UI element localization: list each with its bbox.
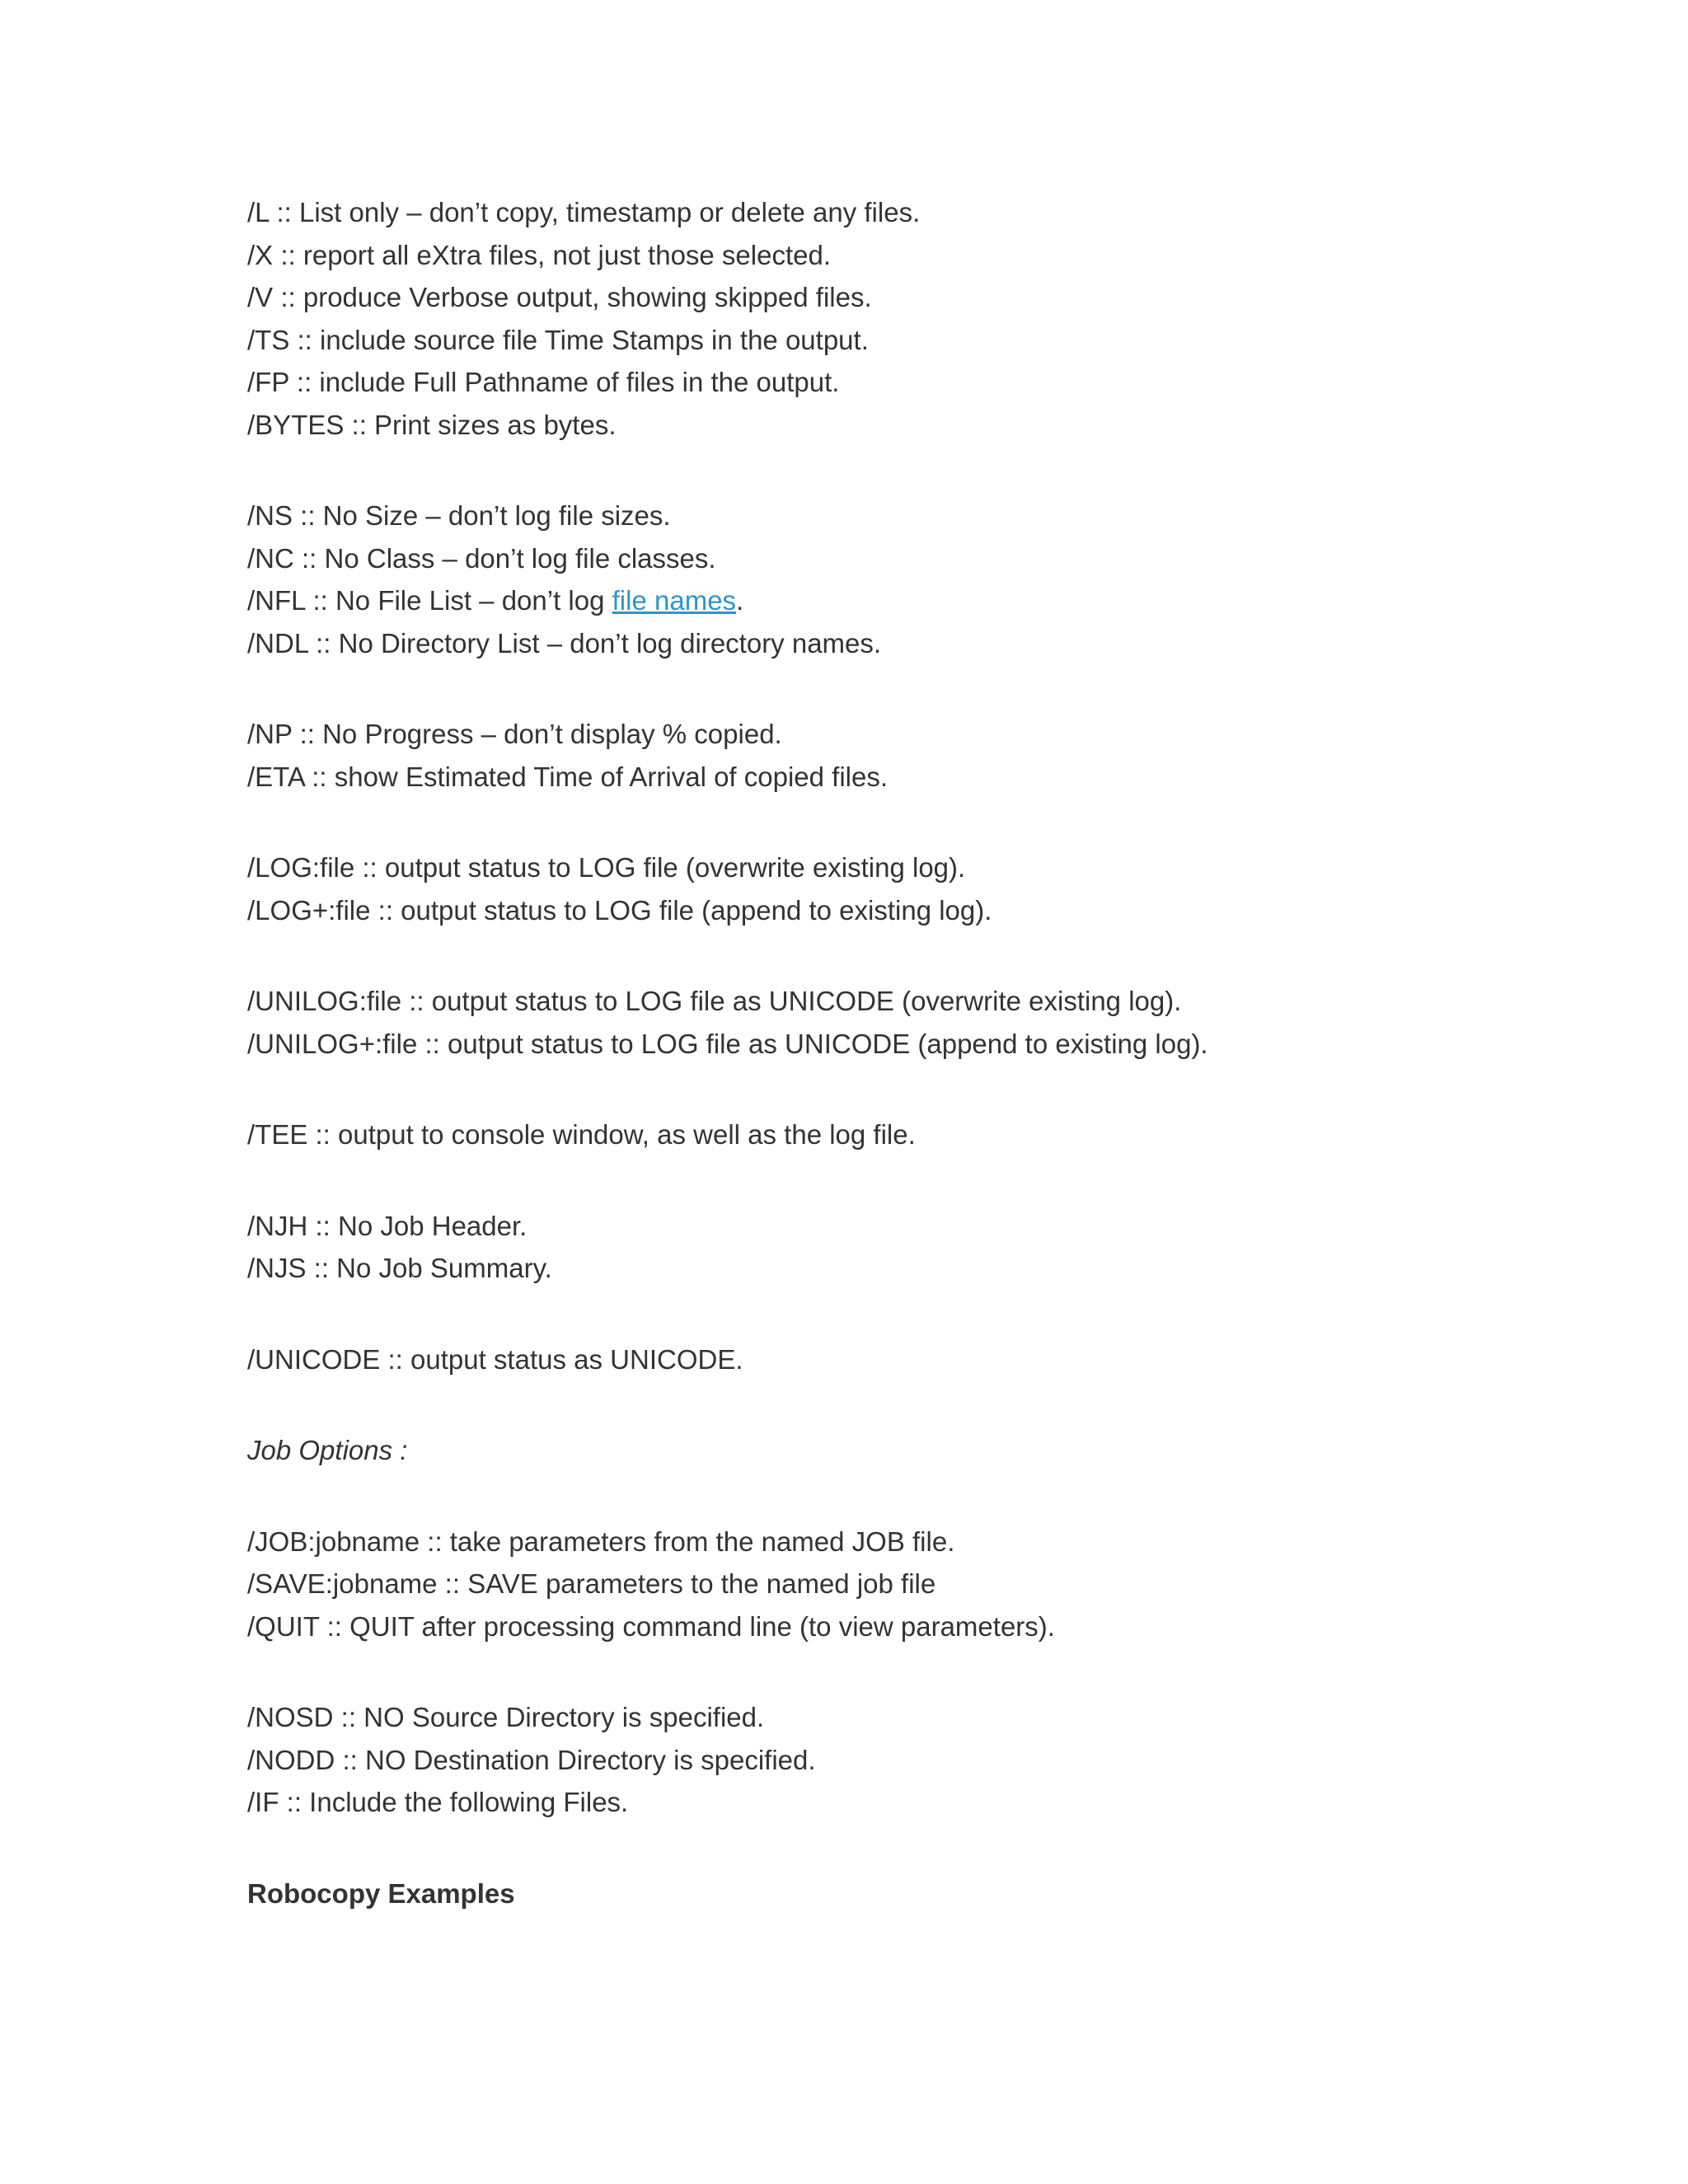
- output-options-group-2: [247, 494, 1566, 664]
- option-quit: /QUIT :: QUIT after processing command line (to view parameters).: [247, 1610, 1055, 1642]
- log-options-group: [247, 846, 1566, 931]
- examples-heading: Robocopy Examples: [247, 1877, 515, 1909]
- progress-options-group: [247, 713, 1566, 798]
- option-no-file-list-suffix: .: [736, 585, 744, 616]
- unilog-options-group: [247, 980, 1566, 1065]
- option-no-dest-dir: /NODD :: NO Destination Directory is specified.: [247, 1744, 816, 1775]
- option-no-class: /NC :: No Class – don’t log file classes.: [247, 542, 716, 574]
- option-no-progress: /NP :: No Progress – don’t display % copied.: [247, 719, 782, 749]
- option-full-pathname: /FP :: include Full Pathname of files in the output.: [247, 367, 840, 397]
- option-eta: /ETA :: show Estimated Time of Arrival of copied files.: [247, 761, 889, 792]
- option-save: /SAVE:jobname :: SAVE parameters to the named job file: [247, 1568, 936, 1599]
- option-job: /JOB:jobname :: take parameters from the named JOB file.: [247, 1526, 955, 1557]
- unicode-options-group: [247, 1338, 1566, 1381]
- option-unilog-append: /UNILOG+:file :: output status to LOG file as UNICODE (append to existing log).: [247, 1028, 1208, 1059]
- option-no-size: /NS :: No Size – don’t log file sizes.: [247, 500, 671, 531]
- option-timestamps: /TS :: include source file Time Stamps in the output.: [247, 324, 869, 355]
- document-page: [247, 191, 1566, 1963]
- option-unicode: /UNICODE :: output status as UNICODE.: [247, 1343, 743, 1375]
- option-no-file-list: [247, 579, 1566, 622]
- job-options-heading-block: [247, 1429, 1566, 1472]
- file-names-link[interactable]: file names: [612, 585, 737, 616]
- option-list-only: /L :: List only – don’t copy, timestamp or delete any files.: [247, 197, 921, 227]
- option-log-append: /LOG+:file :: output status to LOG file (append to existing log).: [247, 894, 992, 926]
- job-options-group: [247, 1521, 1566, 1648]
- option-no-job-summary: /NJS :: No Job Summary.: [247, 1253, 552, 1283]
- option-no-job-header: /NJH :: No Job Header.: [247, 1210, 528, 1241]
- option-verbose: /V :: produce Verbose output, showing skipped files.: [247, 282, 872, 312]
- option-log: /LOG:file :: output status to LOG file (overwrite existing log).: [247, 852, 966, 883]
- option-unilog: /UNILOG:file :: output status to LOG file as UNICODE (overwrite existing log).: [247, 986, 1182, 1016]
- option-no-directory-list: /NDL :: No Directory List – don’t log directory names.: [247, 627, 882, 658]
- output-options-group-1: [247, 191, 1566, 446]
- examples-heading-block: [247, 1872, 1566, 1915]
- option-no-file-list-text: /NFL :: No File List – don’t log: [247, 585, 612, 616]
- option-tee: /TEE :: output to console window, as well as the log file.: [247, 1119, 916, 1150]
- job-options-heading: Job Options :: [247, 1435, 408, 1465]
- option-include-files: /IF :: Include the following Files.: [247, 1787, 629, 1817]
- tee-options-group: [247, 1113, 1566, 1156]
- job-header-options-group: [247, 1205, 1566, 1290]
- option-bytes: /BYTES :: Print sizes as bytes.: [247, 409, 617, 440]
- directory-options-group: [247, 1696, 1566, 1824]
- option-no-source-dir: /NOSD :: NO Source Directory is specified.: [247, 1702, 765, 1732]
- option-extra-files: /X :: report all eXtra files, not just those selected.: [247, 239, 832, 270]
